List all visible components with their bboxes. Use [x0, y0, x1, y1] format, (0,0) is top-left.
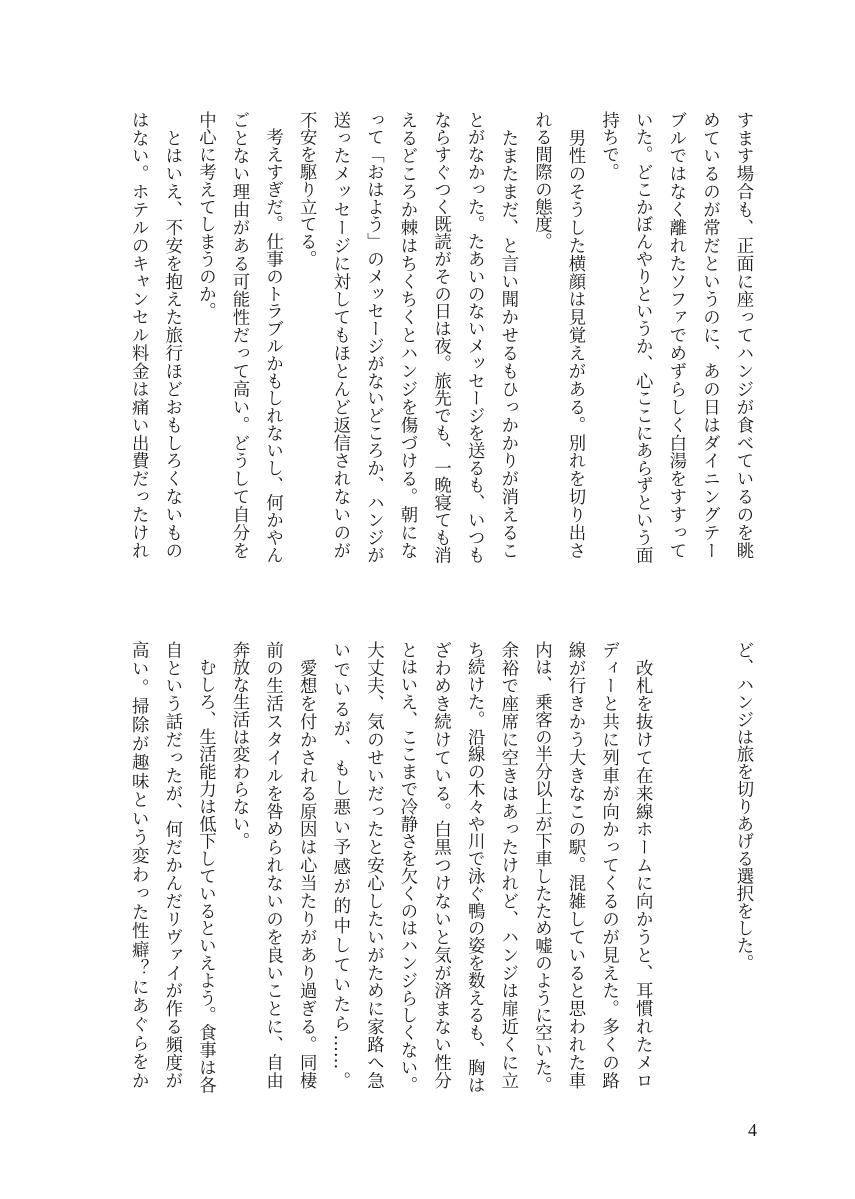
text-column: 中心に考えてしまうのか。: [195, 111, 216, 320]
text-column: ごとない理由がある可能性だって高い。どうして自分を: [229, 111, 249, 559]
text-column: 改札を抜けて在来線ホームに向かうと、耳慣れたメロ: [632, 641, 653, 1089]
text-column: 不安を駆り立てる。: [296, 111, 317, 268]
text-column: ディーと共に列車が向かってくるのが見えた。多くの路: [598, 641, 619, 1089]
text-column: 奔放な生活は変わらない。: [229, 641, 249, 850]
text-column: めているのが常だというのに、あの日はダイニングテー: [699, 111, 720, 559]
text-column: とはいえ、ここまで冷静さを欠くのはハンジらしくない。: [397, 641, 417, 1094]
text-column: 愛想を付かされる原因は心当たりがあり過ぎる。同棲: [296, 641, 317, 1089]
text-column: ち続けた。沿線の木々や川で泳ぐ鴨の姿を数えるも、胸は: [464, 641, 485, 1094]
text-column: 大丈夫、気のせいだったと安心したいがために家路へ急: [363, 641, 384, 1089]
text-column: えるどころか棘はちくちくとハンジを傷づける。朝にな: [397, 111, 417, 559]
text-column: ざわめき続けている。白黒つけないと気が済まない性分: [430, 641, 451, 1089]
text-column: とがなかった。たあいのないメッセージを送るも、いつも: [464, 111, 485, 564]
text-column: 前の生活スタイルを咎められないのを良いことに、自由: [262, 641, 283, 1089]
text-column: って「おはよう」のメッセージがないどころか、ハンジが: [363, 111, 384, 564]
upper-text-block: [0, 111, 855, 564]
text-column: とはいえ、不安を抱えた旅行ほどおもしろくないもの: [161, 111, 182, 559]
text-column: 余裕で座席に空きはあったけれど、ハンジは扉近くに立: [497, 641, 518, 1089]
text-column: [697, 641, 721, 1089]
text-column: 線が行きかう大きなこの駅。混雑していると思われた車: [565, 641, 585, 1089]
text-column: たまたまだ、と言い聞かせるもひっかかりが消えるこ: [497, 111, 518, 559]
lower-text-block: [0, 641, 855, 1094]
text-column: ブルではなく離れたソファでめずらしく白湯をすすって: [665, 111, 686, 559]
text-column: はない。ホテルのキャンセル料金は痛い出費だったけれ: [128, 111, 149, 559]
text-column: 男性のそうした横顔は見覚えがある。別れを切り出さ: [565, 111, 585, 559]
text-column: [664, 641, 688, 1089]
text-column: むしろ、生活能力は低下しているといえよう。食事は各: [195, 641, 216, 1094]
text-column: 自という話だったが、何だかんだリヴァイが作る頻度が: [161, 641, 182, 1089]
text-column: 高い。掃除が趣味という変わった性癖？にあぐらをか: [128, 641, 149, 1089]
page-number: 4: [748, 1120, 757, 1140]
text-column: 考えすぎだ。仕事のトラブルかもしれないし、何かやん: [262, 111, 283, 564]
text-column: すます場合も、正面に座ってハンジが食べているのを眺: [733, 111, 753, 559]
text-column: れる間際の態度。: [531, 111, 552, 251]
text-column: 送ったメッセージに対してもほとんど返信されないのが: [329, 111, 350, 559]
text-column: ど、ハンジは旅を切りあげる選択をした。: [733, 641, 753, 972]
text-column: いでいるが、もし悪い予感が的中していたら……。: [329, 641, 350, 1089]
text-column: いた。どこかぼんやりというか、心ここにあらずという面: [632, 111, 653, 564]
text-column: 内は、乗客の半分以上が下車したため嘘のように空いた。: [531, 641, 552, 1094]
text-column: ならすぐつく既読がその日は夜。旅先でも、一晩寝ても消: [430, 111, 451, 564]
text-column: 持ちで。: [598, 111, 619, 181]
